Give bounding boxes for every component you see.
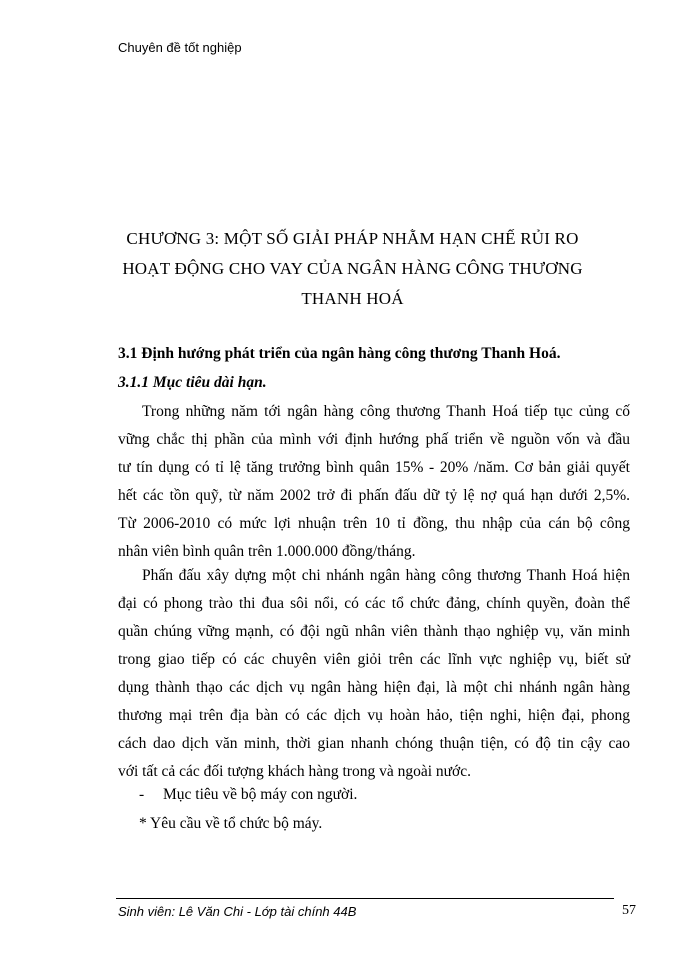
paragraph-line: tư tín dụng có tỉ lệ tăng trưởng bình quân 15% - 20% /năm. Cơ bản giải quyết: [118, 459, 630, 476]
footer-divider: [116, 898, 614, 899]
page-header: Chuyên đề tốt nghiệp: [118, 40, 242, 55]
paragraph-line: thương mại trên địa bàn có các dịch vụ hoàn hảo, tiện nghi, hiện đại, phong: [118, 707, 630, 724]
paragraph-line: với tất cả các đối tượng khách hàng trong và ngoài nước.: [118, 763, 472, 780]
paragraph-line: cách dao dịch văn minh, thời gian nhanh chóng thuận tiện, có độ tin cậy cao: [118, 735, 630, 752]
subsection-heading: 3.1.1 Mục tiêu dài hạn.: [118, 374, 267, 391]
list-item-text: Mục tiêu về bộ máy con người.: [163, 786, 358, 803]
list-dash: -: [139, 786, 145, 803]
chapter-title-line: HOẠT ĐỘNG CHO VAY CỦA NGÂN HÀNG CÔNG THƯƠNG: [122, 259, 583, 278]
paragraph-line: Từ 2006-2010 có mức lợi nhuận trên 10 tỉ đồng, thu nhập của cán bộ công: [118, 515, 630, 532]
paragraph-long-term-goals: [118, 398, 630, 566]
paragraph-line: Phấn đấu xây dựng một chi nhánh ngân hàng công thương Thanh Hoá hiện: [142, 567, 630, 584]
paragraph-line: vững chắc thị phần của mình với định hướng phấ triển về nguồn vốn và đầu: [118, 431, 630, 448]
paragraph-line: quần chúng vững mạnh, có đội ngũ nhân viên thành thạo nghiệp vụ, văn minh: [118, 623, 630, 640]
paragraph-line: dụng thành thạo các dịch vụ ngân hàng hiện đại, là một chi nhánh ngân hàng: [118, 679, 630, 696]
section-heading: 3.1 Định hướng phát triển của ngân hàng công thương Thanh Hoá.: [118, 345, 561, 362]
paragraph-branch-vision: [118, 562, 630, 786]
chapter-title-line: THANH HOÁ: [301, 289, 404, 308]
footer-author: Sinh viên: Lê Văn Chi - Lớp tài chính 44B: [118, 904, 357, 919]
paragraph-line: trong giao tiếp có các chuyên viên giỏi trên các lĩnh vực nghiệp vụ, biết sử: [118, 651, 630, 668]
paragraph-line: nhân viên bình quân trên 1.000.000 đồng/tháng.: [118, 543, 416, 560]
paragraph-line: Trong những năm tới ngân hàng công thương Thanh Hoá tiếp tục củng cố: [142, 403, 630, 420]
chapter-title-line: CHƯƠNG 3: MỘT SỐ GIẢI PHÁP NHẰM HẠN CHẾ RỦI RO: [126, 229, 579, 248]
note-item: * Yêu cầu về tổ chức bộ máy.: [139, 815, 323, 832]
page-number: 57: [622, 903, 636, 918]
paragraph-line: hết các tồn quỹ, từ năm 2002 trở đi phấn đấu dữ tỷ lệ nợ quá hạn dưới 2,5%.: [118, 487, 630, 504]
paragraph-line: đại có phong trào thi đua sôi nổi, có các tổ chức đảng, chính quyền, đoàn thể: [118, 595, 630, 612]
list-item: [139, 786, 357, 804]
chapter-title: [100, 224, 605, 314]
